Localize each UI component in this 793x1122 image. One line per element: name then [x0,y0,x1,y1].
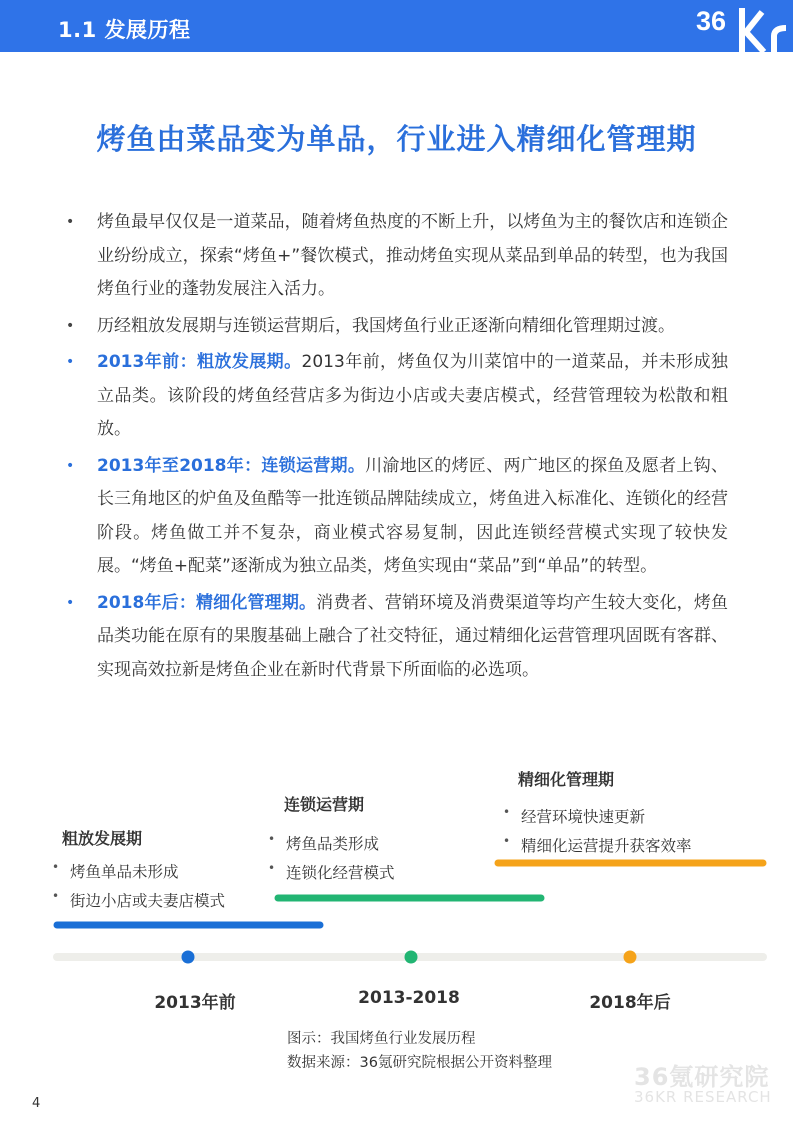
page-title: 烤鱼由菜品变为单品，行业进入精细化管理期 [96,122,697,156]
watermark-en: 36KR RESEARCH [634,1088,772,1106]
timeline-year-label: 2018年后 [589,993,671,1013]
timeline-marker-0 [182,951,195,964]
phase-item-text: 烤鱼品类形成 [286,835,380,853]
bullet-dot: • [66,214,75,230]
phase-item-text: 连锁化经营模式 [286,864,395,882]
figure-caption: 图示：我国烤鱼行业发展历程 [287,1031,476,1047]
svg-text:36: 36 [696,6,727,36]
bullet-dot: • [66,317,75,334]
watermark [634,1057,784,1106]
phase-dot: • [268,861,276,875]
bullet-text: 烤鱼最早仅仅是一道菜品，随着烤鱼热度的不断上升，以烤鱼为主的餐饮店和连锁企业纷纷成立，探索“烤鱼+”餐饮模式，推动烤鱼实现从菜品到单品的转型，也为我国烤鱼行业的蓬勃发展注入活力。 [97,212,728,299]
phase-title: 粗放发展期 [62,829,143,848]
phase-dot: • [52,889,60,903]
phase-dot: • [268,832,276,846]
phase-item-text: 街边小店或夫妻店模式 [70,892,226,910]
phase-dot: • [503,805,511,819]
timeline-marker-2 [624,951,637,964]
phase-title: 连锁运营期 [284,795,365,814]
source-caption: 数据来源：36氪研究院根据公开资料整理 [287,1055,552,1071]
bullet-lead: 2018年后：精细化管理期。 [97,592,317,613]
bullet-lead: 2013年至2018年：连锁运营期。 [97,455,366,476]
bullet-text: 川渝地区的烤匠、两广地区的探鱼及愿者上钩、长三角地区的炉鱼及鱼酷等一批连锁品牌陆续成立，烤鱼进入标准化、连锁化的经营阶段。烤鱼做工并不复杂，商业模式容易复制，因此连锁经营模式实现了较快发展。“烤鱼+配菜”逐渐成为独立品类，烤鱼实现由“菜品”到“单品”的转型。 [97,455,728,576]
phase-dot: • [503,834,511,848]
section-label: 1.1 发展历程 [58,18,191,42]
page-number: 4 [32,1096,41,1111]
bullet-dot: • [66,354,75,370]
bullet-dot: • [66,457,75,474]
timeline-year-label: 2013年前 [154,993,236,1013]
bullet-text: 2013年前，烤鱼仅为川菜馆中的一道菜品，并未形成独立品类。该阶段的烤鱼经营店多为街边小店或夫妻店模式，经营管理较为松散和粗放。 [97,352,728,439]
timeline-marker-1 [405,951,418,964]
bullet-text: 消费者、营销环境及消费渠道等均产生较大变化，烤鱼品类功能在原有的果腹基础上融合了社交特征，通过精细化运营管理巩固既有客群、实现高效拉新是烤鱼企业在新时代背景下所面临的必选项。 [97,592,728,680]
phase-item-text: 经营环境快速更新 [521,808,646,826]
phase-dot: • [52,860,60,874]
phase-title: 精细化管理期 [518,770,615,789]
bullet-lead: 2013年前：粗放发展期。 [97,352,302,372]
phase-item-text: 烤鱼单品未形成 [70,863,179,881]
bullet-text: 历经粗放发展期与连锁运营期后，我国烤鱼行业正逐渐向精细化管理期过渡。 [97,315,675,336]
bullet-dot: • [66,594,75,611]
phase-item-text: 精细化运营提升获客效率 [521,837,692,855]
watermark-cn: 36氪研究院 [634,1063,770,1091]
timeline-year-label: 2013-2018 [358,988,460,1008]
